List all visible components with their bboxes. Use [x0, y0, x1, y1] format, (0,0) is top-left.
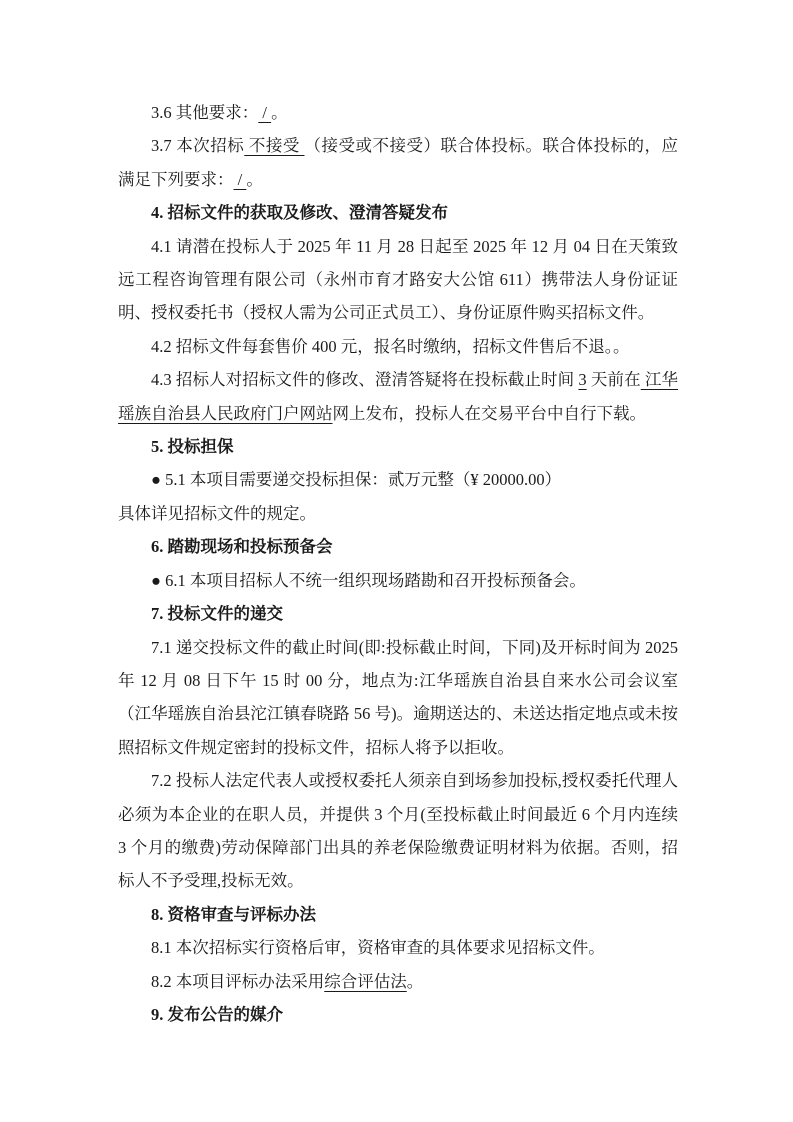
paragraph	[118, 564, 678, 597]
text-run: 。	[246, 169, 263, 189]
underlined-text-run: 综合评估法	[324, 971, 407, 991]
text-run: （接受或不接受）联合体投标。联合体投标的，应满足下列要求：	[118, 136, 678, 189]
text-run: 4.2 招标文件每套售价 400 元，报名时缴纳，招标文件售后不退。。	[151, 336, 630, 356]
text-run: 具体详见招标文件的规定。	[118, 503, 316, 523]
text-run: 3.6 其他要求：	[151, 103, 259, 122]
text-run: 8.1 本次招标实行资格后审，资格审查的具体要求见招标文件。	[151, 938, 605, 958]
underlined-text-run: /	[233, 169, 247, 189]
underlined-text-run: /	[258, 103, 272, 122]
text-run: 4. 招标文件的获取及修改、澄清答疑发布	[151, 203, 448, 223]
text-run: 7.1 递交投标文件的截止时间(即:投标截止时间，下同)及开标时间为 2025 年 12 月 08 日下午 15 时 00 分，地点为:江华瑶族自治县自来水公司会议室（江华瑶族自治县沱江镇春晓路 56 号)。逾期送达的、未送达指定地点或未按照招标文件规定密封的投标文件，招标人将予以拒收。	[118, 637, 678, 757]
text-run: 。	[271, 103, 288, 122]
paragraph	[118, 463, 678, 496]
paragraph	[118, 965, 678, 998]
bullet-icon: ●	[151, 470, 166, 490]
paragraph	[118, 363, 678, 430]
section-heading	[118, 898, 678, 931]
paragraph	[118, 129, 678, 196]
paragraph	[118, 764, 678, 898]
paragraph	[118, 330, 678, 363]
text-run: 8.2 本项目评标办法采用	[151, 971, 325, 991]
section-heading	[118, 597, 678, 630]
underlined-text-run: 江华瑶族自治县人民政府门户网站	[118, 370, 679, 423]
section-heading	[118, 196, 678, 229]
document-body	[118, 96, 678, 1031]
paragraph	[118, 96, 678, 129]
bullet-icon: ●	[151, 570, 166, 590]
text-run: 网上发布，投标人在交易平台中自行下载。	[332, 403, 646, 423]
text-run: 5.1 本项目需要递交投标担保：贰万元整（¥ 20000.00）	[165, 470, 562, 490]
text-run: 4.1 请潜在投标人于 2025 年 11 月 28 日起至 2025 年 12 月 04 日在天策致远工程咨询管理有限公司（永州市育才路安大公馆 611）携带法人身份证证明、授权委托书（授权人需为公司正式员工）、身份证原件购买招标文件。	[118, 236, 678, 323]
text-run: 7. 投标文件的递交	[151, 604, 283, 624]
text-run: 7.2 投标人法定代表人或授权委托人须亲自到场参加投标,授权委托代理人必须为本企业的在职人员，并提供 3 个月(至投标截止时间最近 6 个月内连续 3 个月的缴费)劳动保障部门出具的养老保险缴费证明材料为依据。否则，招标人不予受理,投标无效。	[118, 771, 678, 891]
paragraph	[118, 631, 678, 765]
section-heading	[118, 998, 678, 1031]
text-run: 6. 踏勘现场和投标预备会	[151, 537, 333, 557]
paragraph	[118, 497, 678, 530]
text-run: 3.7 本次招标	[151, 136, 245, 156]
section-heading	[118, 530, 678, 563]
paragraph	[118, 230, 678, 330]
text-run: 8. 资格审查与评标办法	[151, 904, 316, 924]
underlined-text-run: 3	[578, 370, 587, 390]
text-run: 。	[406, 971, 424, 991]
text-run: 天前在	[586, 370, 641, 390]
text-run: 9. 发布公告的媒介	[151, 1004, 283, 1024]
text-run: 4.3 招标人对招标文件的修改、澄清答疑将在投标截止时间	[151, 370, 579, 390]
text-run: 6.1 本项目招标人不统一组织现场踏勘和召开投标预备会。	[165, 570, 586, 590]
underlined-text-run: 不接受	[244, 136, 305, 156]
paragraph	[118, 931, 678, 964]
text-run: 5. 投标担保	[151, 437, 234, 457]
section-heading	[118, 430, 678, 463]
